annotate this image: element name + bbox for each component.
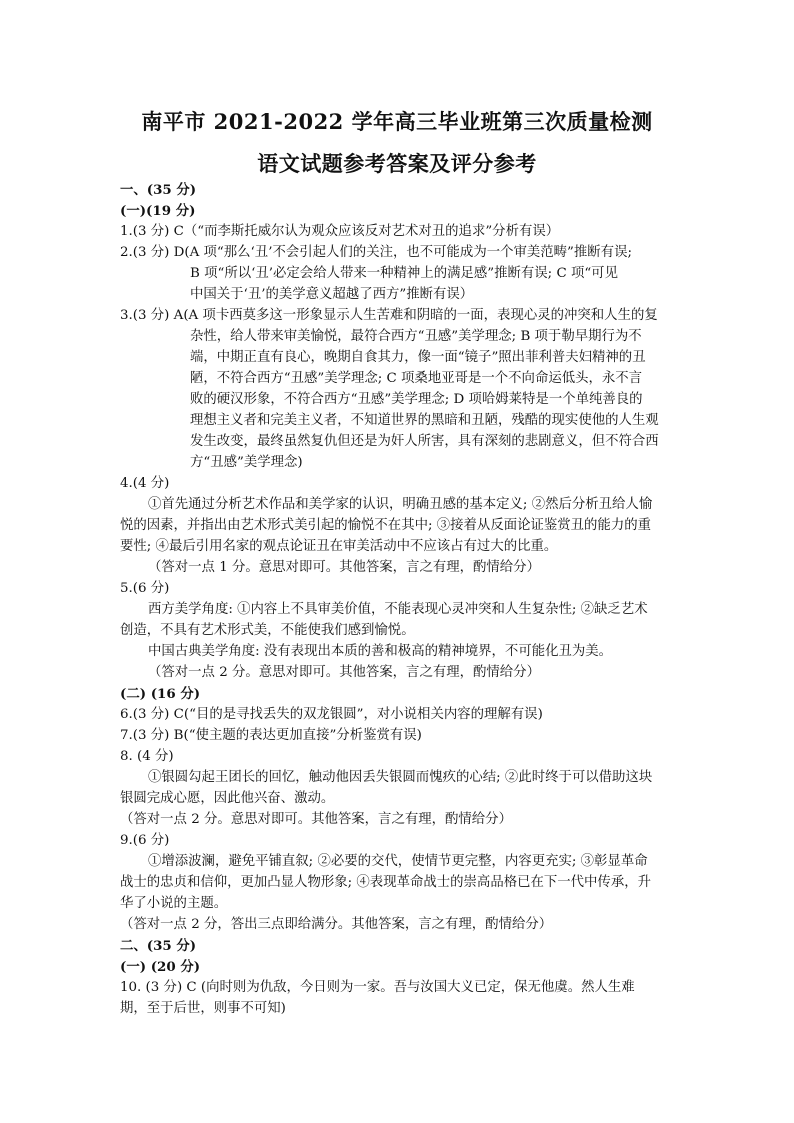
document-title: 南平市 2021-2022 学年高三毕业班第三次质量检测 xyxy=(141,109,653,134)
answer-line: 要性; ④最后引用名家的观点论证丑在审美活动中不应该占有过大的比重。 xyxy=(120,539,558,554)
answer-line: 2.(3 分) D(A 项“那么‘丑’不会引起人们的关注，也不可能成为一个审美范畴”推断有误; xyxy=(120,245,632,260)
answer-line: 悦的因素，并指出由艺术形式美引起的愉悦不在其中; ③接着从反面论证鉴赏丑的能力的重 xyxy=(120,518,651,533)
answer-line: 3.(3 分) A(A 项卡西莫多这一形象显示人生苦难和阴暗的一面，表现心灵的冲突和人生的复 xyxy=(120,308,658,323)
answer-line: 西方美学角度: ①内容上不具审美价值，不能表现心灵冲突和人生复杂性; ②缺乏艺术 xyxy=(148,602,648,617)
answer-line: 中国古典美学角度: 没有表现出本质的善和极高的精神境界，不可能化丑为美。 xyxy=(148,644,613,659)
answer-line: 中国关于‘丑’的美学意义超越了西方”推断有误） xyxy=(190,287,474,302)
subsection-heading: (一) (20 分) xyxy=(120,959,201,975)
answer-line: 10. (3 分) C (向时则为仇敌，今日则为一家。吾与汝国大义已定，保无他虞。然人生难 xyxy=(120,980,635,995)
scoring-note: （答对一点 2 分。意思对即可。其他答案，言之有理，酌情给分） xyxy=(148,665,540,680)
answer-line: 创造，不具有艺术形式美，不能使我们感到愉悦。 xyxy=(120,623,415,638)
scoring-note: （答对一点 2 分。意思对即可。其他答案，言之有理，酌情给分） xyxy=(120,812,512,827)
answer-line: 理想主义者和完美主义者，不知道世界的黑暗和丑陋，残酷的现实使他的人生观 xyxy=(190,413,659,428)
question-number: 5.(6 分) xyxy=(120,581,170,596)
answer-line: 发生改变，最终虽然复仇但还是为奸人所害，具有深刻的悲剧意义，但不符合西 xyxy=(190,434,659,449)
answer-line: ①银圆勾起王团长的回忆，触动他因丢失银圆而愧疚的心结; ②此时终于可以借助这块 xyxy=(148,770,653,785)
document-subtitle: 语文试题参考答案及评分参考 xyxy=(257,151,537,176)
answer-line: 方“丑感”美学理念) xyxy=(190,455,303,470)
answer-line: B 项“所以‘丑’必定会给人带来一种精神上的满足感”推断有误; C 项“可见 xyxy=(190,266,618,281)
scoring-note: （答对一点 1 分。意思对即可。其他答案，言之有理，酌情给分） xyxy=(148,560,540,575)
subsection-heading: (一)(19 分) xyxy=(120,203,196,219)
answer-line: 华了小说的主题。 xyxy=(120,896,228,911)
question-number: 4.(4 分) xyxy=(120,476,170,491)
answer-line: ①增添波澜，避免平铺直叙; ②必要的交代，使情节更完整，内容更充实; ③彰显革命 xyxy=(148,854,648,869)
answer-line: 期，至于后世，则事不可知) xyxy=(120,1001,286,1016)
subsection-heading: (二) (16 分) xyxy=(120,686,201,702)
scoring-note: （答对一点 2 分，答出三点即给满分。其他答案，言之有理，酌情给分） xyxy=(120,917,553,932)
answer-line: 1.(3 分) C（“而李斯托威尔认为观众应该反对艺术对丑的追求”分析有误） xyxy=(120,224,560,239)
answer-line: 战士的忠贞和信仰，更加凸显人物形象; ④表现革命战士的崇高品格已在下一代中传承，升 xyxy=(120,875,651,890)
answer-line: 7.(3 分) B(“使主题的表达更加直接”分析鉴赏有误) xyxy=(120,728,422,743)
question-number: 8. (4 分) xyxy=(120,749,174,764)
answer-line: 杂性，给人带来审美愉悦，最符合西方“丑感”美学理念; B 项于勒早期行为不 xyxy=(190,329,642,344)
answer-line: 败的硬汉形象，不符合西方“丑感”美学理念; D 项哈姆莱特是一个单纯善良的 xyxy=(190,392,643,407)
section-heading: 一、(35 分) xyxy=(120,182,197,198)
answer-line: 银圆完成心愿，因此他兴奋、激动。 xyxy=(120,791,335,806)
question-number: 9.(6 分) xyxy=(120,833,170,848)
answer-line: 6.(3 分) C(“目的是寻找丢失的双龙银圆”，对小说相关内容的理解有误) xyxy=(120,707,543,722)
answer-line: ①首先通过分析艺术作品和美学家的认识，明确丑感的基本定义; ②然后分析丑给人愉 xyxy=(148,497,653,512)
answer-line: 端，中期正直有良心，晚期自食其力，像一面“镜子”照出菲利普夫妇精神的丑 xyxy=(190,350,646,365)
answer-line: 陋，不符合西方“丑感”美学理念; C 项桑地亚哥是一个不向命运低头，永不言 xyxy=(190,371,643,386)
section-heading: 二、(35 分) xyxy=(120,938,197,954)
